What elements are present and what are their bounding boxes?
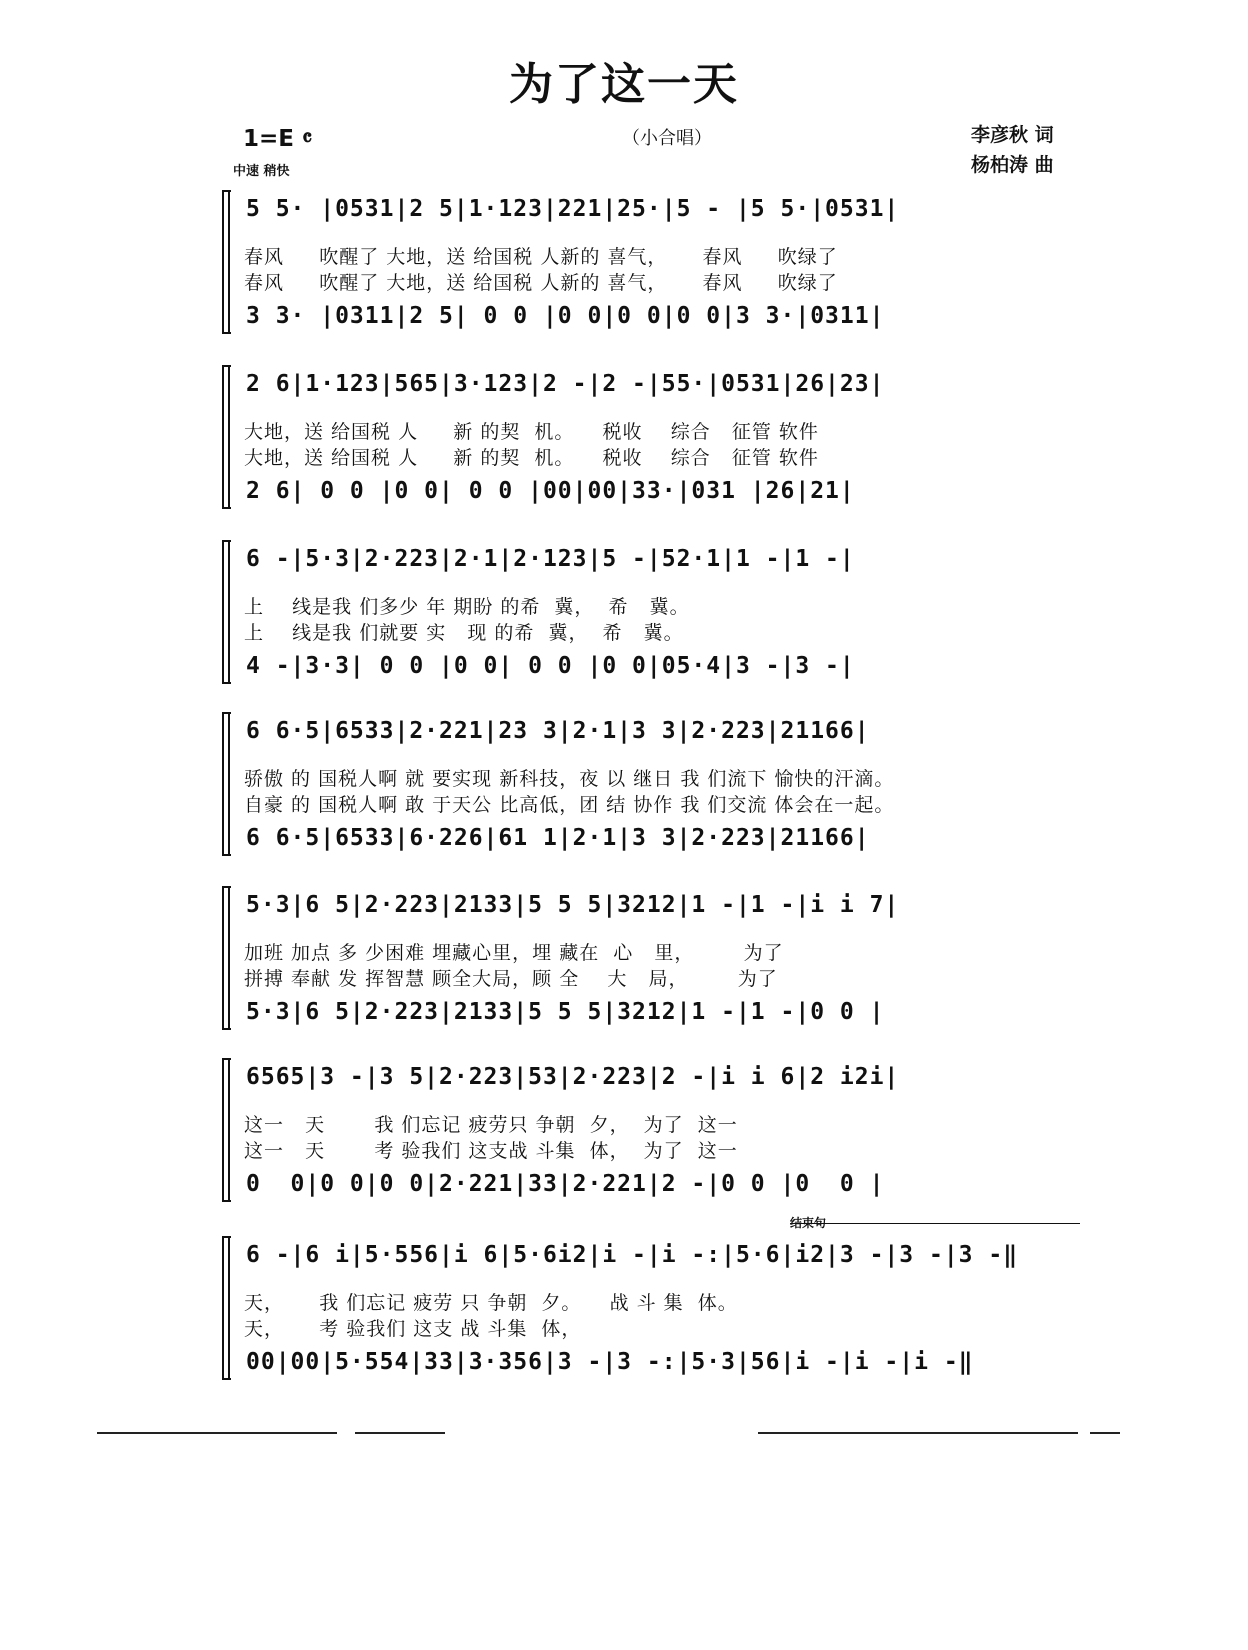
upper-voice-staff: 6 -|5·3|2·223|2·1|2·123|5 -|52·1|1 -|1 -|	[246, 546, 855, 572]
lyricist-credit: 李彦秋 词	[971, 124, 1054, 146]
score-system-6	[228, 1048, 1128, 1208]
score-system-2	[228, 355, 1128, 515]
footer-rule-left	[97, 1432, 337, 1434]
lyric-verse-2: 大地，送 给国税 人 新 的契 机。 税收 综合 征管 软件	[244, 447, 819, 469]
lyric-verse-1: 骄傲 的 国税人啊 就 要实现 新科技，夜 以 继日 我 们流下 愉快的汗滴。	[244, 768, 895, 790]
lyric-verse-1: 加班 加点 多 少困难 埋藏心里，埋 藏在 心 里， 为了	[244, 942, 784, 964]
credits	[971, 120, 1054, 180]
lyric-verse-2: 自豪 的 国税人啊 敢 于天公 比高低，团 结 协作 我 们交流 体会在一起。	[244, 794, 895, 816]
system-brace	[222, 712, 231, 856]
footer-rule-right	[758, 1432, 1078, 1434]
score-system-5	[228, 876, 1128, 1036]
lyric-verse-2: 春风 吹醒了 大地，送 给国税 人新的 喜气， 春风 吹绿了	[244, 272, 838, 294]
upper-voice-staff: 6 6·5|6533|2·221|23 3|2·1|3 3|2·223|21166|	[246, 718, 870, 744]
lower-voice-staff: 5·3|6 5|2·223|2133|5 5 5|3212|1 -|1 -|0 0 |	[246, 999, 885, 1025]
score-system-7	[228, 1226, 1128, 1386]
lyric-verse-1: 上 线是我 们多少 年 期盼 的希 冀， 希 冀。	[244, 596, 690, 618]
lower-voice-staff: 6 6·5|6533|6·226|61 1|2·1|3 3|2·223|21166|	[246, 825, 870, 851]
lyric-verse-1: 大地，送 给国税 人 新 的契 机。 税收 综合 征管 软件	[244, 421, 819, 443]
upper-voice-staff: 5·3|6 5|2·223|2133|5 5 5|3212|1 -|1 -|i i 7|	[246, 892, 900, 918]
lower-voice-staff: 4 -|3·3| 0 0 |0 0| 0 0 |0 0|05·4|3 -|3 -|	[246, 653, 855, 679]
system-brace	[222, 1236, 231, 1380]
lyric-verse-1: 这一 天 我 们忘记 疲劳只 争朝 夕， 为了 这一	[244, 1114, 738, 1136]
lower-voice-staff: 3 3· |0311|2 5| 0 0 |0 0|0 0|0 0|3 3·|0311|	[246, 303, 885, 329]
tempo-marking: 中速 稍快	[233, 164, 290, 179]
lower-voice-staff: 00|00|5·554|33|3·356|3 -|3 -:|5·3|56|i -|i -|i -‖	[246, 1349, 974, 1375]
upper-voice-staff: 6565|3 -|3 5|2·223|53|2·223|2 -|i i 6|2 i2i|	[246, 1064, 900, 1090]
lower-voice-staff: 0 0|0 0|0 0|2·221|33|2·221|2 -|0 0 |0 0 |	[246, 1171, 885, 1197]
upper-voice-staff: 6 -|6 i|5·556|i 6|5·6i2|i -|i -:|5·6|i2|3 -|3 -|3 -‖	[246, 1242, 1019, 1268]
key-signature: 1=E 𝄴	[243, 126, 313, 152]
ending-bracket-line	[790, 1223, 1080, 1224]
composer-credit: 杨柏涛 曲	[971, 154, 1054, 176]
score-system-3	[228, 530, 1128, 690]
lyric-verse-2: 天， 考 验我们 这支 战 斗集 体，	[244, 1318, 582, 1340]
lyric-verse-2: 这一 天 考 验我们 这支战 斗集 体， 为了 这一	[244, 1140, 738, 1162]
score-system-4	[228, 702, 1128, 862]
lower-voice-staff: 2 6| 0 0 |0 0| 0 0 |00|00|33·|031 |26|21|	[246, 478, 855, 504]
lyric-verse-2: 上 线是我 们就要 实 现 的希 冀， 希 冀。	[244, 622, 684, 644]
upper-voice-staff: 5 5· |0531|2 5|1·123|221|25·|5 - |5 5·|0531|	[246, 196, 900, 222]
system-brace	[222, 1058, 231, 1202]
system-brace	[222, 886, 231, 1030]
lyric-verse-1: 春风 吹醒了 大地，送 给国税 人新的 喜气， 春风 吹绿了	[244, 246, 838, 268]
lyric-verse-1: 天， 我 们忘记 疲劳 只 争朝 夕。 战 斗 集 体。	[244, 1292, 738, 1314]
system-brace	[222, 365, 231, 509]
ending-section-label: 结束句	[790, 1216, 827, 1230]
footer-rule-left-short	[355, 1432, 445, 1434]
system-brace	[222, 190, 231, 334]
system-brace	[222, 540, 231, 684]
lyric-verse-2: 拼搏 奉献 发 挥智慧 顾全大局，顾 全 大 局， 为了	[244, 968, 778, 990]
score-system-1	[228, 180, 1128, 340]
page-title: 为了这一天	[509, 59, 739, 110]
upper-voice-staff: 2 6|1·123|565|3·123|2 -|2 -|55·|0531|26|23|	[246, 371, 885, 397]
footer-rule-right-short	[1090, 1432, 1120, 1434]
genre-label: （小合唱）	[622, 128, 712, 149]
